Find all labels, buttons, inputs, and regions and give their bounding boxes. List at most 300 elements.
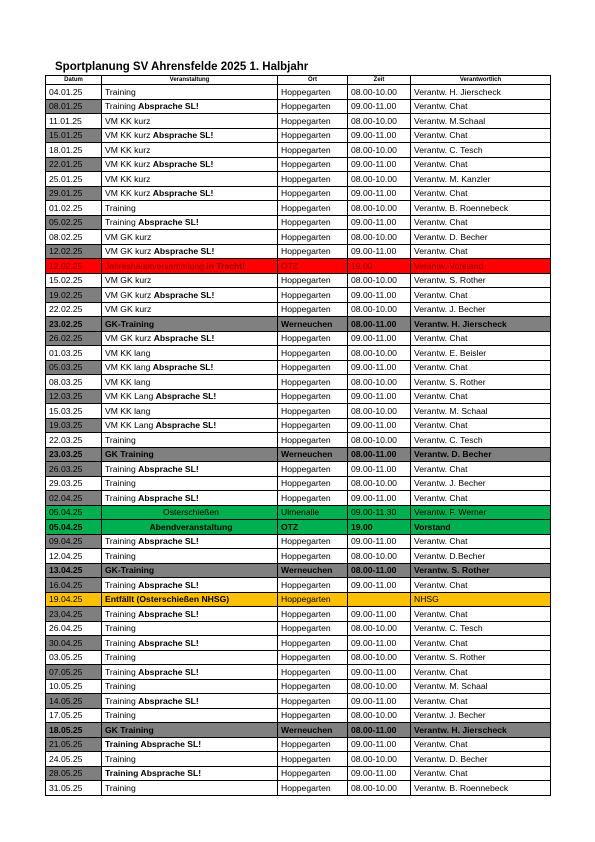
event-text: Training [105, 666, 139, 677]
date-cell: 18.05.25 [46, 723, 102, 738]
responsible-cell: Verantw. J. Becher [411, 302, 551, 317]
date-cell: 14.05.25 [46, 694, 102, 709]
table-row [46, 186, 551, 201]
place-cell: Hoppegarten [278, 679, 348, 694]
table-row [46, 360, 551, 375]
event-cell [102, 578, 278, 593]
place-cell: Hoppegarten [278, 215, 348, 230]
event-text: Training [105, 623, 136, 634]
place-cell: Hoppegarten [278, 694, 348, 709]
time-cell: 09.00-11.30 [348, 505, 411, 520]
responsible-cell: Verantw. Chat [411, 694, 551, 709]
table-row [46, 476, 551, 491]
event-cell [102, 418, 278, 433]
event-text: Jahreshauptversammlung [105, 260, 207, 271]
date-cell: 12.02.25 [46, 244, 102, 259]
table-row [46, 752, 551, 767]
place-cell: Hoppegarten [278, 491, 348, 506]
table-row [46, 549, 551, 564]
responsible-cell: Verantw. F. Werner [411, 505, 551, 520]
responsible-cell: Verantw. C. Tesch [411, 621, 551, 636]
table-row [46, 737, 551, 752]
event-note: Absprache SL! [152, 362, 214, 373]
event-text: Training [105, 782, 136, 793]
schedule-body [46, 85, 551, 796]
event-text: VM GK kurz [105, 275, 152, 286]
event-cell [102, 723, 278, 738]
event-note: Absprache SL! [138, 463, 199, 474]
date-cell: 10.05.25 [46, 679, 102, 694]
event-cell [102, 172, 278, 187]
responsible-cell: Verantw. S. Rother [411, 650, 551, 665]
time-cell: 09.00-11.00 [348, 418, 411, 433]
responsible-cell: Verantw. B. Roennebeck [411, 781, 551, 796]
event-text: VM KK kurz [105, 173, 151, 184]
time-cell: 09.00-11.00 [348, 99, 411, 114]
event-text: Training [105, 478, 136, 489]
event-note: Absprache SL! [138, 637, 199, 648]
time-cell: 08.00-10.00 [348, 433, 411, 448]
event-text: VM GK kurz [105, 304, 152, 315]
place-cell: Hoppegarten [278, 781, 348, 796]
responsible-cell: Verantw. Chat [411, 737, 551, 752]
event-cell [102, 331, 278, 346]
responsible-cell: Verantw. C. Tesch [411, 433, 551, 448]
event-text: VM KK kurz [105, 188, 153, 199]
table-row [46, 505, 551, 520]
time-cell: 08.00-10.00 [348, 201, 411, 216]
event-note: Absprache SL! [138, 536, 199, 547]
table-row [46, 273, 551, 288]
table-row [46, 433, 551, 448]
time-cell: 08.00-10.00 [348, 114, 411, 129]
responsible-cell: Verantw. Vorstand [411, 259, 551, 274]
time-cell: 08.00-10.00 [348, 302, 411, 317]
table-row [46, 317, 551, 332]
event-text: Training [105, 86, 136, 97]
date-cell: 02.04.25 [46, 491, 102, 506]
table-row [46, 607, 551, 622]
event-text: Training [105, 217, 139, 228]
date-cell: 18.01.25 [46, 143, 102, 158]
table-row [46, 215, 551, 230]
date-cell: 05.03.25 [46, 360, 102, 375]
table-row [46, 534, 551, 549]
time-cell: 08.00-10.00 [348, 143, 411, 158]
table-row [46, 128, 551, 143]
event-cell [102, 476, 278, 491]
table-row [46, 578, 551, 593]
date-cell: 26.04.25 [46, 621, 102, 636]
time-cell: 08.00-10.00 [348, 85, 411, 100]
event-text: VM GK kurz [105, 333, 154, 344]
place-cell: Hoppegarten [278, 99, 348, 114]
place-cell: Ulmenalle [278, 505, 348, 520]
date-cell: 01.03.25 [46, 346, 102, 361]
event-cell [102, 186, 278, 201]
event-cell [102, 752, 278, 767]
place-cell: Werneuchen [278, 563, 348, 578]
date-cell: 04.01.25 [46, 85, 102, 100]
event-cell [102, 143, 278, 158]
responsible-cell: Verantw. M. Kanzler [411, 172, 551, 187]
page-title: Sportplanung SV Ahrensfelde 2025 1. Halbjahr [55, 61, 309, 73]
date-cell: 26.03.25 [46, 462, 102, 477]
date-cell: 15.03.25 [46, 404, 102, 419]
time-cell: 09.00-11.00 [348, 360, 411, 375]
place-cell: Hoppegarten [278, 244, 348, 259]
place-cell: Hoppegarten [278, 636, 348, 651]
place-cell: Hoppegarten [278, 607, 348, 622]
table-row [46, 491, 551, 506]
responsible-cell: Verantw. J. Becher [411, 476, 551, 491]
event-cell [102, 288, 278, 303]
event-note: Absprache SL! [138, 492, 199, 503]
place-cell: Hoppegarten [278, 128, 348, 143]
responsible-cell: Verantw. B. Roennebeck [411, 201, 551, 216]
event-note: Absprache SL! [152, 159, 214, 170]
column-header-time: Zeit [348, 76, 411, 85]
table-row [46, 621, 551, 636]
date-cell: 22.03.25 [46, 433, 102, 448]
responsible-cell: Verantw. Chat [411, 665, 551, 680]
date-cell: 17.05.25 [46, 708, 102, 723]
place-cell: Hoppegarten [278, 549, 348, 564]
event-text: VM GK kurz [105, 231, 152, 242]
event-text: GK Training [105, 449, 154, 460]
responsible-cell: Verantw. M. Schaal [411, 679, 551, 694]
date-cell: 15.02.25 [46, 273, 102, 288]
table-row [46, 201, 551, 216]
place-cell: Hoppegarten [278, 157, 348, 172]
place-cell: Hoppegarten [278, 85, 348, 100]
event-cell [102, 157, 278, 172]
event-text: VM KK kurz [105, 144, 151, 155]
place-cell: Hoppegarten [278, 375, 348, 390]
event-cell [102, 708, 278, 723]
event-cell [102, 244, 278, 259]
table-row [46, 520, 551, 535]
table-row [46, 157, 551, 172]
event-cell [102, 781, 278, 796]
date-cell: 28.05.25 [46, 766, 102, 781]
event-text: VM KK lang [105, 347, 151, 358]
place-cell: Hoppegarten [278, 752, 348, 767]
event-cell [102, 215, 278, 230]
time-cell: 08.00-10.00 [348, 346, 411, 361]
table-row [46, 85, 551, 100]
time-cell: 08.00-10.00 [348, 679, 411, 694]
date-cell: 09.04.25 [46, 534, 102, 549]
time-cell: 09.00-11.00 [348, 534, 411, 549]
place-cell: Hoppegarten [278, 331, 348, 346]
date-cell: 21.05.25 [46, 737, 102, 752]
date-cell: 01.02.25 [46, 201, 102, 216]
place-cell: Hoppegarten [278, 186, 348, 201]
place-cell: OTZ [278, 259, 348, 274]
event-text: Training [105, 536, 139, 547]
event-cell [102, 346, 278, 361]
date-cell: 19.03.25 [46, 418, 102, 433]
table-row [46, 665, 551, 680]
event-cell [102, 128, 278, 143]
date-cell: 24.05.25 [46, 752, 102, 767]
event-cell [102, 592, 278, 607]
responsible-cell: Verantw. M. Schaal [411, 404, 551, 419]
table-row [46, 230, 551, 245]
date-cell: 31.05.25 [46, 781, 102, 796]
time-cell: 08.00-10.00 [348, 404, 411, 419]
event-note: Absprache SL! [138, 217, 199, 228]
responsible-cell: Verantw. Chat [411, 766, 551, 781]
responsible-cell: Verantw. D.Becher [411, 549, 551, 564]
event-note: in Tracht! [206, 260, 245, 271]
date-cell: 13.04.25 [46, 563, 102, 578]
event-cell [102, 99, 278, 114]
table-row [46, 694, 551, 709]
schedule-table [45, 75, 551, 796]
time-cell: 09.00-11.00 [348, 578, 411, 593]
place-cell: OTZ [278, 520, 348, 535]
responsible-cell: Verantw. Chat [411, 244, 551, 259]
event-text: Training [105, 579, 139, 590]
responsible-cell: Verantw. S. Rother [411, 273, 551, 288]
event-cell [102, 621, 278, 636]
time-cell: 09.00-11.00 [348, 215, 411, 230]
table-row [46, 462, 551, 477]
responsible-cell: Verantw. D. Becher [411, 447, 551, 462]
event-cell [102, 505, 278, 520]
table-row [46, 172, 551, 187]
place-cell: Hoppegarten [278, 578, 348, 593]
responsible-cell: Verantw. H. Jierscheck [411, 85, 551, 100]
event-text: GK-Training [105, 318, 155, 329]
event-cell [102, 317, 278, 332]
date-cell: 23.02.25 [46, 317, 102, 332]
date-cell: 30.04.25 [46, 636, 102, 651]
time-cell: 09.00-11.00 [348, 694, 411, 709]
responsible-cell: Verantw. Chat [411, 288, 551, 303]
event-text: Training [105, 637, 139, 648]
event-note: Absprache SL! [155, 420, 217, 431]
responsible-cell: Verantw. J. Becher [411, 708, 551, 723]
responsible-cell: Verantw. H. Jierscheck [411, 317, 551, 332]
event-note: Absprache SL! [153, 289, 215, 300]
responsible-cell: Verantw. Chat [411, 534, 551, 549]
time-cell: 09.00-11.00 [348, 157, 411, 172]
date-cell: 11.01.25 [46, 114, 102, 129]
place-cell: Hoppegarten [278, 404, 348, 419]
event-note: Absprache SL! [152, 130, 214, 141]
time-cell: 08.00-11.00 [348, 317, 411, 332]
time-cell: 08.00-10.00 [348, 781, 411, 796]
time-cell: 09.00-11.00 [348, 766, 411, 781]
event-cell [102, 404, 278, 419]
event-cell [102, 447, 278, 462]
event-cell [102, 665, 278, 680]
event-note: Absprache SL! [138, 579, 199, 590]
date-cell: 22.02.25 [46, 302, 102, 317]
place-cell: Hoppegarten [278, 665, 348, 680]
table-row [46, 99, 551, 114]
table-row [46, 592, 551, 607]
place-cell: Hoppegarten [278, 346, 348, 361]
event-note: Absprache SL! [138, 101, 199, 112]
place-cell: Hoppegarten [278, 708, 348, 723]
time-cell: 08.00-10.00 [348, 230, 411, 245]
header-row [46, 76, 551, 85]
event-text: Training [105, 434, 136, 445]
responsible-cell: Verantw. M.Schaal [411, 114, 551, 129]
responsible-cell: Verantw. Chat [411, 157, 551, 172]
responsible-cell: Verantw. Chat [411, 607, 551, 622]
table-row [46, 404, 551, 419]
date-cell: 05.04.25 [46, 505, 102, 520]
responsible-cell: Verantw. Chat [411, 462, 551, 477]
responsible-cell: Verantw. Chat [411, 578, 551, 593]
responsible-cell: Vorstand [411, 520, 551, 535]
place-cell: Hoppegarten [278, 389, 348, 404]
date-cell: 03.05.25 [46, 650, 102, 665]
event-text: VM KK lang [105, 362, 153, 373]
event-text: VM KK kurz [105, 115, 151, 126]
time-cell: 08.00-11.00 [348, 723, 411, 738]
place-cell: Hoppegarten [278, 360, 348, 375]
event-text: VM KK kurz [105, 130, 153, 141]
time-cell: 09.00-11.00 [348, 607, 411, 622]
event-note: Training Absprache SL! [105, 768, 202, 779]
time-cell: 08.00-10.00 [348, 708, 411, 723]
table-row [46, 636, 551, 651]
date-cell: 05.04.25 [46, 520, 102, 535]
event-cell [102, 433, 278, 448]
place-cell: Hoppegarten [278, 114, 348, 129]
event-text: Training [105, 753, 136, 764]
place-cell: Hoppegarten [278, 476, 348, 491]
event-text: VM KK lang [105, 405, 151, 416]
event-cell [102, 520, 278, 535]
event-text: Training [105, 550, 136, 561]
date-cell: 22.01.25 [46, 157, 102, 172]
responsible-cell: Verantw. D. Becher [411, 230, 551, 245]
event-cell [102, 534, 278, 549]
event-text: Abendveranstaltung [149, 521, 233, 532]
table-row [46, 723, 551, 738]
event-text: VM GK kurz [105, 289, 154, 300]
event-text: VM KK Lang [105, 391, 156, 402]
event-text: Training [105, 463, 139, 474]
event-cell [102, 273, 278, 288]
date-cell: 08.03.25 [46, 375, 102, 390]
event-cell [102, 360, 278, 375]
event-text: Training [105, 492, 139, 503]
time-cell: 08.00-10.00 [348, 549, 411, 564]
table-row [46, 766, 551, 781]
table-row [46, 650, 551, 665]
place-cell: Hoppegarten [278, 288, 348, 303]
date-cell: 16.04.25 [46, 578, 102, 593]
event-cell [102, 563, 278, 578]
event-cell [102, 491, 278, 506]
table-row [46, 331, 551, 346]
event-cell [102, 694, 278, 709]
date-cell: 12.03.25 [46, 389, 102, 404]
event-cell [102, 679, 278, 694]
date-cell: 12.04.25 [46, 549, 102, 564]
place-cell: Werneuchen [278, 447, 348, 462]
time-cell: 09.00-11.00 [348, 331, 411, 346]
event-text: VM GK kurz [105, 246, 154, 257]
event-cell [102, 302, 278, 317]
table-row [46, 563, 551, 578]
event-cell [102, 737, 278, 752]
responsible-cell: Verantw. Chat [411, 331, 551, 346]
table-row [46, 679, 551, 694]
responsible-cell: Verantw. Chat [411, 636, 551, 651]
event-text: Training [105, 710, 136, 721]
event-cell [102, 650, 278, 665]
event-cell [102, 549, 278, 564]
time-cell: 08.00-11.00 [348, 563, 411, 578]
place-cell: Werneuchen [278, 723, 348, 738]
event-cell [102, 462, 278, 477]
event-text: Training [105, 652, 136, 663]
time-cell: 08.00-10.00 [348, 650, 411, 665]
responsible-cell: Verantw. Chat [411, 360, 551, 375]
event-note: Absprache SL! [138, 666, 199, 677]
column-header-responsible: Verantwortlich [411, 76, 551, 85]
responsible-cell: NHSG [411, 592, 551, 607]
time-cell: 08.00-10.00 [348, 476, 411, 491]
time-cell: 08.00-10.00 [348, 273, 411, 288]
date-cell: 26.02.25 [46, 331, 102, 346]
time-cell: 09.00-11.00 [348, 128, 411, 143]
responsible-cell: Verantw. D. Becher [411, 752, 551, 767]
place-cell: Hoppegarten [278, 143, 348, 158]
event-text: Training [105, 695, 139, 706]
time-cell: 09.00-11.00 [348, 288, 411, 303]
place-cell: Werneuchen [278, 317, 348, 332]
place-cell: Hoppegarten [278, 230, 348, 245]
time-cell: 08.00-10.00 [348, 752, 411, 767]
place-cell: Hoppegarten [278, 302, 348, 317]
place-cell: Hoppegarten [278, 766, 348, 781]
event-text: Training [105, 681, 136, 692]
event-text: GK-Training [105, 565, 155, 576]
column-header-date: Datum [46, 76, 102, 85]
responsible-cell: Verantw. C. Tesch [411, 143, 551, 158]
responsible-cell: Verantw. Chat [411, 186, 551, 201]
event-note: Absprache SL! [138, 695, 199, 706]
date-cell: 29.01.25 [46, 186, 102, 201]
table-row [46, 447, 551, 462]
place-cell: Hoppegarten [278, 592, 348, 607]
time-cell: 09.00-11.00 [348, 737, 411, 752]
time-cell: 09.00-11.00 [348, 636, 411, 651]
table-row [46, 302, 551, 317]
date-cell: 08.02.25 [46, 230, 102, 245]
event-text: VM KK Lang [105, 420, 156, 431]
event-note: Absprache SL! [153, 333, 215, 344]
table-row [46, 389, 551, 404]
time-cell: 08.00-10.00 [348, 172, 411, 187]
table-row [46, 375, 551, 390]
table-row [46, 143, 551, 158]
table-row [46, 288, 551, 303]
time-cell: 09.00-11.00 [348, 244, 411, 259]
time-cell: 09.00-11.00 [348, 491, 411, 506]
event-text: Training [105, 101, 139, 112]
